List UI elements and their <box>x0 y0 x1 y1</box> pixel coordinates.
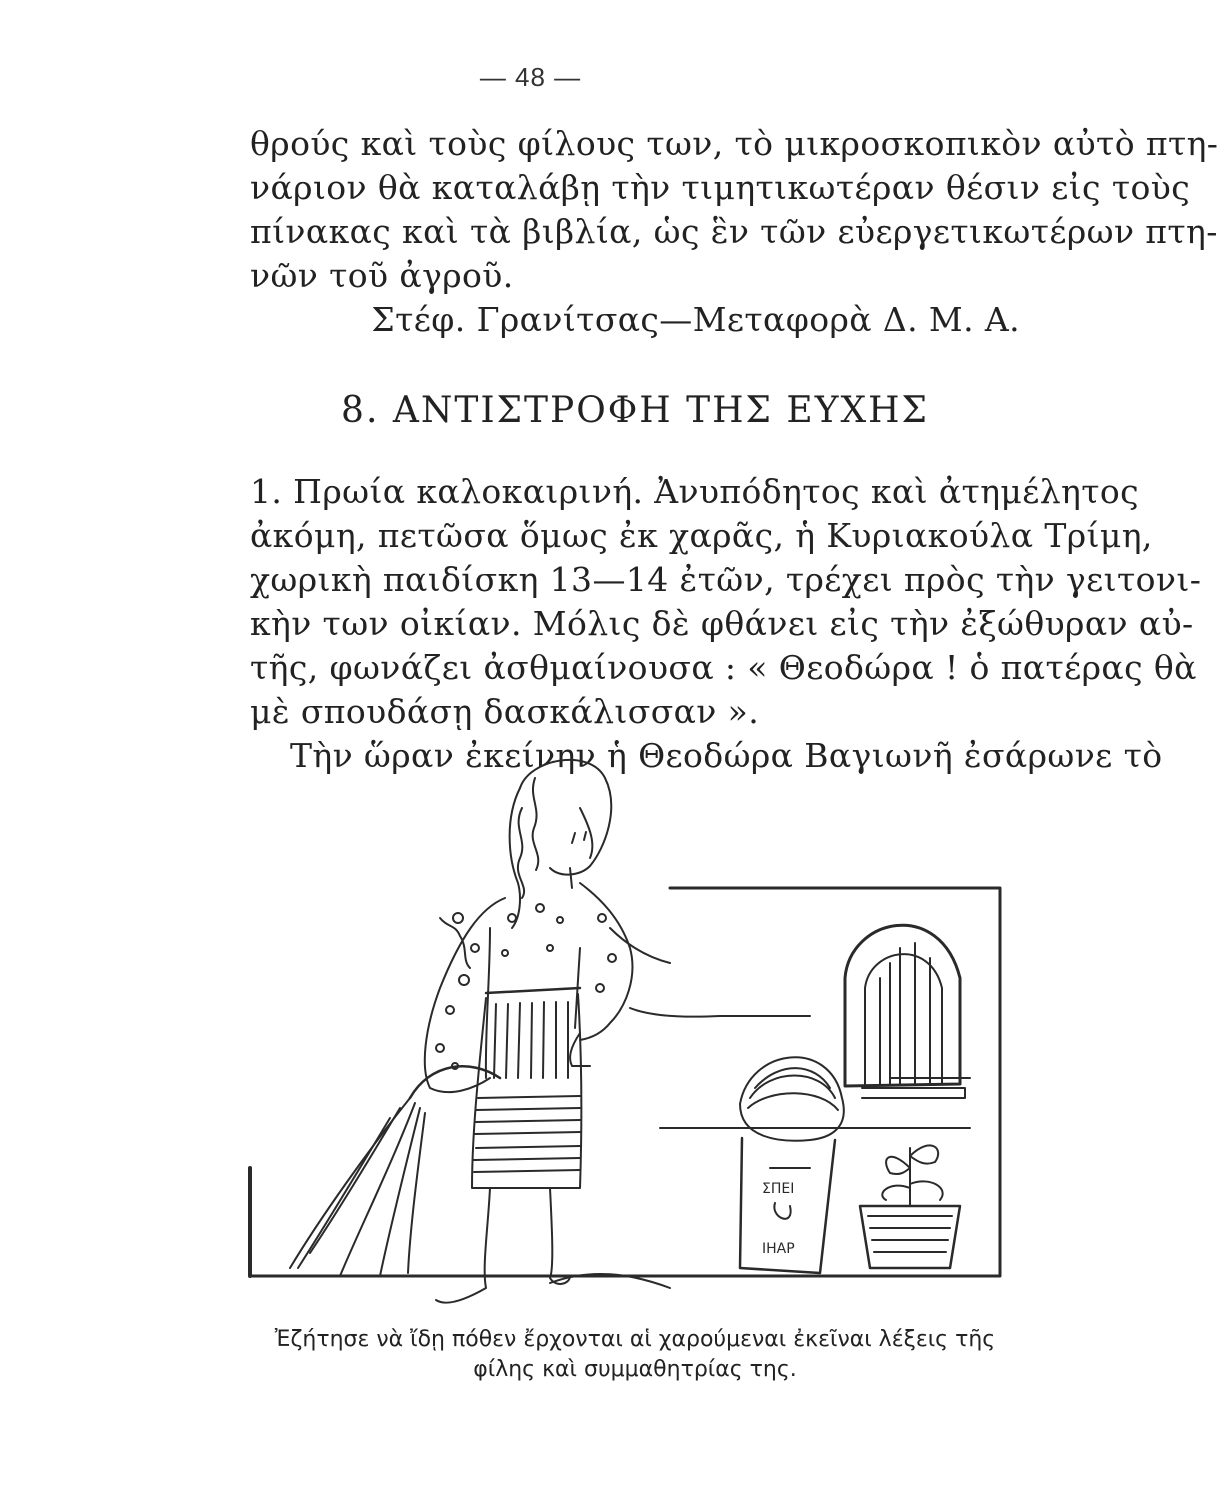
attribution: Στέφ. Γρανίτσας—Μεταφορὰ Δ. Μ. Α. <box>371 300 1020 339</box>
page-number: — 48 — <box>479 62 582 92</box>
sack-label-bottom: ΙΗΑΡ <box>762 1241 795 1257</box>
text-line: ἀκόμη, πετῶσα ὅμως ἐκ χαρᾶς, ἡ Κυριακούλα Τρίμη, <box>250 516 1153 555</box>
caption-line: Ἐζήτησε νὰ ἴδῃ πόθεν ἔρχονται αἱ χαρούμεναι ἐκεῖναι λέξεις τῆς <box>274 1327 996 1352</box>
arched-window <box>845 925 965 1098</box>
sack <box>740 1057 844 1273</box>
sack-label-top: ΣΠΕΙ <box>762 1181 795 1197</box>
illustration-girl-sweeping <box>250 748 1010 1328</box>
text-line: κὴν των οἰκίαν. Μόλις δὲ φθάνει εἰς τὴν ἐξώθυραν αὐ- <box>250 604 1194 643</box>
caption-line: φίλης καὶ συμμαθητρίας της. <box>473 1357 797 1382</box>
text-line: Τὴν ὥραν ἐκείνην ἡ Θεοδώρα Βαγιωνῆ ἐσάρωνε τὸ <box>290 736 1163 775</box>
flower-pot <box>860 1145 960 1268</box>
text-line: νῶν τοῦ ἀγροῦ. <box>250 256 514 295</box>
text-line: θρούς καὶ τοὺς φίλους των, τὸ μικροσκοπικὸν αὐτὸ πτη- <box>250 124 1218 163</box>
section-heading: 8. ΑΝΤΙΣΤΡΟΦΗ ΤΗΣ ΕΥΧΗΣ <box>341 390 929 431</box>
text-line: πίνακας καὶ τὰ βιβλία, ὡς ἓν τῶν εὐεργετικωτέρων πτη- <box>250 212 1218 251</box>
girl-figure <box>425 760 633 1303</box>
wall-drawing <box>250 888 1000 1276</box>
text-line: τῆς, φωνάζει ἀσθμαίνουσα : « Θεοδώρα ! ὁ πατέρας θὰ <box>250 648 1197 687</box>
illustration-caption <box>250 1325 1020 1385</box>
text-line: χωρικὴ παιδίσκη 13—14 ἐτῶν, τρέχει πρὸς τὴν γειτονι- <box>250 560 1202 599</box>
broom <box>290 1066 500 1276</box>
text-line: νάριον θὰ καταλάβῃ τὴν τιμητικωτέραν θέσιν εἰς τοὺς <box>250 168 1191 207</box>
text-line: 1. Πρωία καλοκαιρινή. Ἀνυπόδητος καὶ ἀτημέλητος <box>250 472 1139 511</box>
text-line: μὲ σπουδάσῃ δασκάλισσαν ». <box>250 692 760 731</box>
